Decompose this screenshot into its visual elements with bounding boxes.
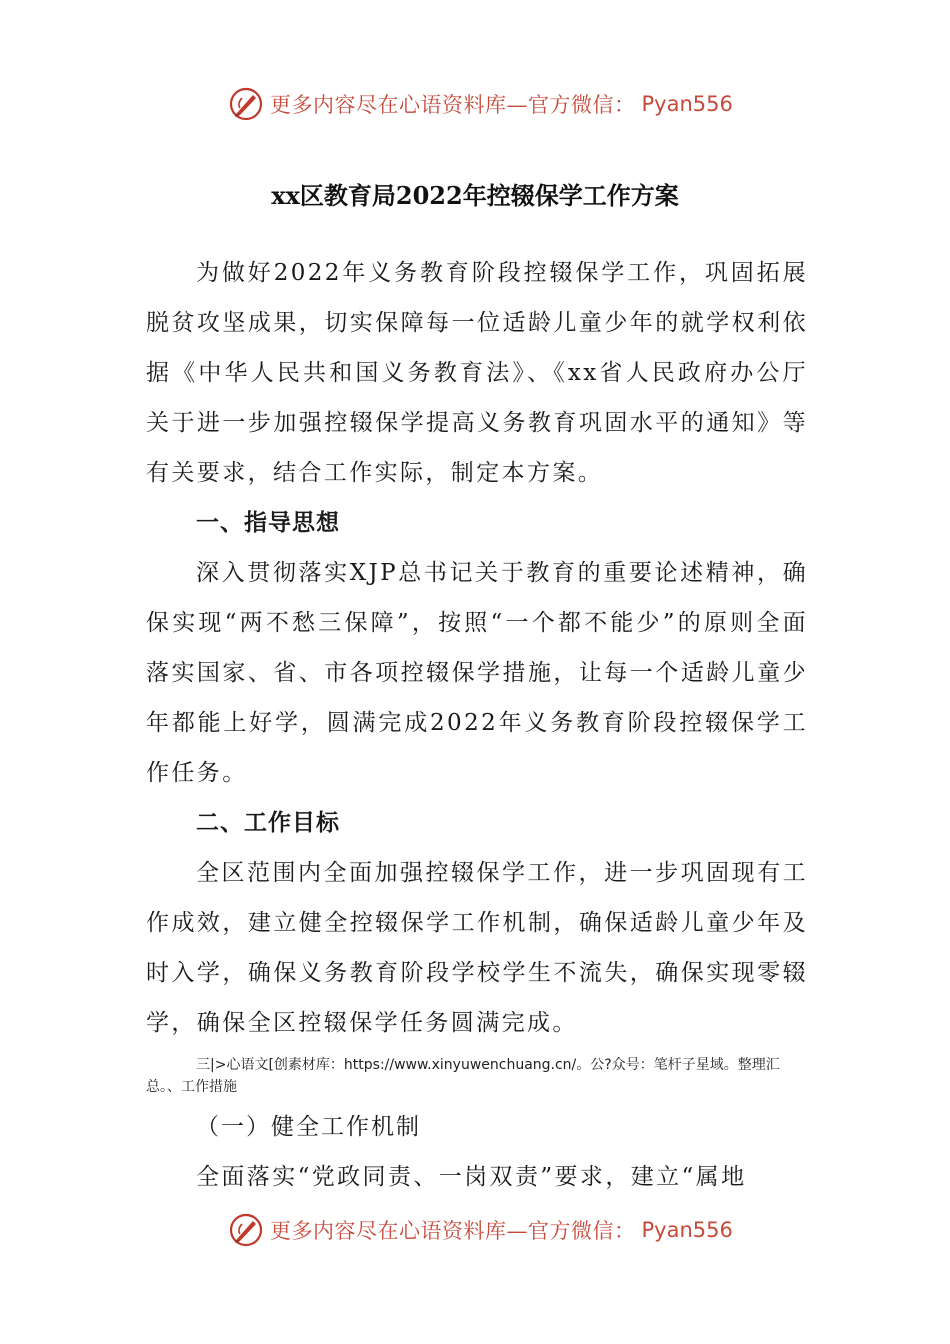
watermark-header [228, 82, 733, 126]
watermark-text: 更多内容尽在心语资料库—官方微信： [270, 1219, 636, 1243]
section-paragraph-work-goals: 全区范围内全面加强控辍保学工作，进一步巩固现有工作成效，建立健全控辍保学工作机制，确保适龄儿童少年及时入学，确保义务教育阶段学校学生不流失，确保实现零辍学，确保全区控辍保学任务圆满完成。 [146, 860, 808, 1036]
section-heading-work-measures: 三|>心语文[创素材库：https://www.xinyuwenchuang.cn/。公?众号：笔杆子星域。整理汇总。、工作措施 [146, 1057, 780, 1095]
section-paragraph-guiding-ideology: 深入贯彻落实XJP总书记关于教育的重要论述精神，确保实现“两不愁三保障”，按照“一个都不能少”的原则全面落实国家、省、市各项控辍保学措施，让每一个适龄儿童少年都能上好学，圆满完成2022年义务教育阶段控辍保学工作任务。 [146, 560, 808, 786]
section-heading-guiding-ideology: 一、指导思想 [196, 510, 340, 536]
section-heading-work-goals: 二、工作目标 [196, 810, 340, 836]
watermark-text: 更多内容尽在心语资料库—官方微信： [270, 93, 636, 117]
document-body [146, 248, 808, 1202]
intro-paragraph: 为做好2022年义务教育阶段控辍保学工作，巩固拓展脱贫攻坚成果，切实保障每一位适龄儿童少年的就学权利依据《中华人民共和国义务教育法》、《xx省人民政府办公厅关于进一步加强控辍保学提高义务教育巩固水平的通知》等有关要求，结合工作实际，制定本方案。 [146, 260, 808, 486]
watermark-wechat-id: Pyan556 [641, 1218, 733, 1242]
document-title: xx区教育局2022年控辍保学工作方案 [271, 181, 679, 210]
watermark-footer [228, 1208, 733, 1252]
pen-logo-icon [228, 1212, 264, 1248]
subsection-paragraph-mechanism: 全面落实“党政同责、一岗双责”要求，建立“属地 [196, 1164, 747, 1190]
pen-logo-icon [228, 86, 264, 122]
watermark-wechat-id: Pyan556 [641, 92, 733, 116]
subsection-heading-mechanism: （一）健全工作机制 [196, 1114, 421, 1140]
